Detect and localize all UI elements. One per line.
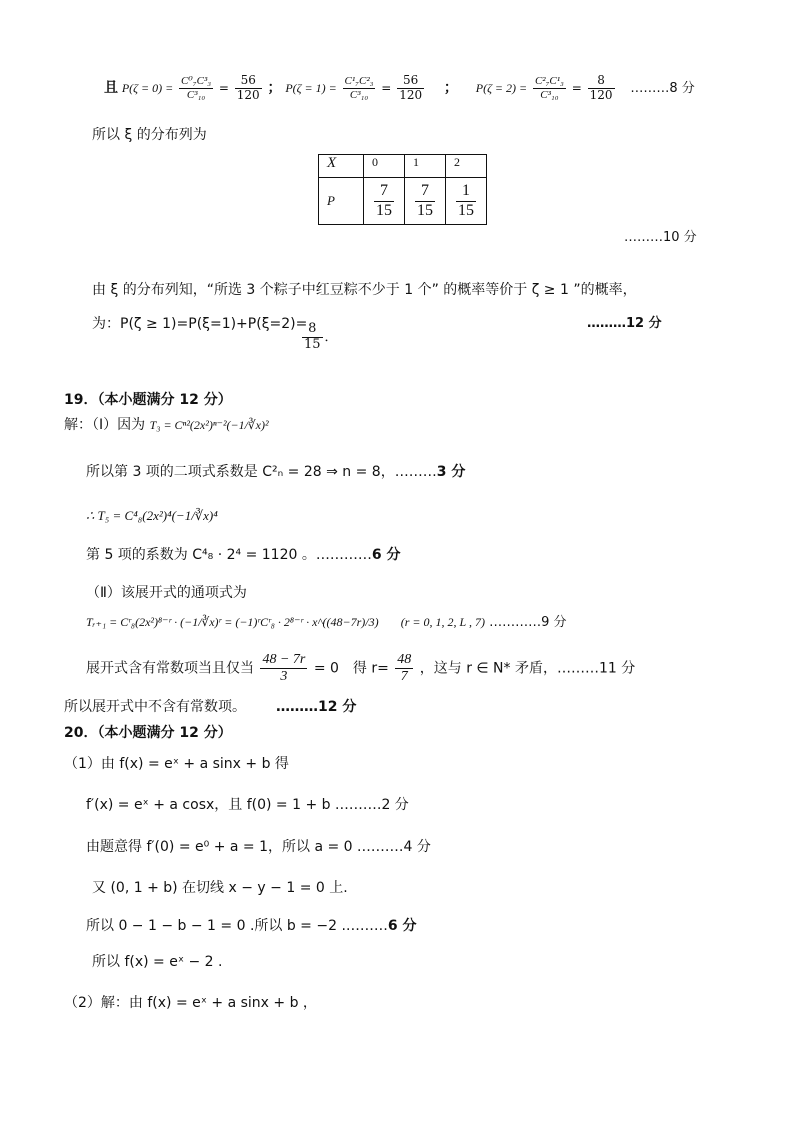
qie-label: 且 xyxy=(104,79,118,96)
q19-line1: 解：（Ⅰ）因为 T₃ = Cⁿ²(2x²)ⁿ⁻²(−1/∛x)² xyxy=(64,417,269,433)
result-fraction: $\frac{8}{15}$ ． xyxy=(304,321,338,352)
table-cell: $\frac{7}{15}$ xyxy=(364,178,405,225)
table-cell: 1 xyxy=(405,155,446,178)
q20-line7: （2）解：由 f(x) = eˣ + a sinx + b ， xyxy=(64,995,317,1011)
q19-line5: （Ⅱ）该展开式的通项式为 xyxy=(86,585,247,601)
p0-lhs: P(ζ = 0) = xyxy=(121,80,174,95)
table-cell: $\frac{1}{15}$ xyxy=(446,178,487,225)
q19-line4: 第 5 项的系数为 C⁴₈ · 2⁴ = 1120 。…………6 分 xyxy=(86,547,401,563)
q19-line3: ∴ T₅ = C⁴₈(2x²)⁴(−1/∛x)⁴ xyxy=(86,508,218,523)
q20-line1: （1）由 f(x) = eˣ + a sinx + b 得 xyxy=(64,756,289,772)
q20-line4: 又 (0, 1 + b) 在切线 x − y − 1 = 0 上. xyxy=(92,880,348,896)
p1-value: $\frac{56}{120}$ xyxy=(399,73,423,102)
table-row xyxy=(319,155,487,178)
p1-lhs: P(ζ = 1) = xyxy=(285,80,337,95)
p2-value: $\frac{8}{120}$ xyxy=(589,73,613,102)
score-10: ………10 分 xyxy=(624,230,697,245)
q20-line6: 所以 f(x) = eˣ − 2 . xyxy=(92,954,223,970)
distribution-table xyxy=(318,154,487,225)
p2-fraction: $\frac{\text{C²₇C¹₃}}{\text{C³₁₀}}$ xyxy=(534,75,564,101)
table-row xyxy=(319,178,487,225)
score-12a: ………12 分 xyxy=(587,316,662,331)
dist-intro: 所以 ξ 的分布列为 xyxy=(92,127,207,143)
xi-paragraph: 由 ξ 的分布列知，“所选 3 个粽子中红豆粽不少于 1 个” 的概率等价于 ζ ≥ 1 ”的概率， xyxy=(92,282,637,298)
q20-title: 20．（本小题满分 12 分） xyxy=(64,725,232,741)
p0-value: $\frac{56}{120}$ xyxy=(236,73,260,102)
prob-line: 且 P(ζ = 0) = $\frac{\text{C⁰₇C³₃}}{\text{C³₁₀}}$ = $\frac{56}{120}$ ； P(ζ = 1) = $\frac{\text{C¹₇C²₃}}{\text{C³₁₀}}$ = $\frac{56}{120}$ ； P(ζ = 2) = $\frac{\text{C²₇C¹₃}}{\text{C³₁₀}}$ = $\frac{8}{120}$ ………8 分 xyxy=(104,73,695,102)
q20-line2: f′(x) = eˣ + a cosx，且 f(0) = 1 + b .………2 分 xyxy=(86,797,409,813)
table-cell: 0 xyxy=(364,155,405,178)
table-header-p: P xyxy=(319,178,364,225)
q19-line2: 所以第 3 项的二项式系数是 C²ₙ = 28 ⇒ n = 8，………3 分 xyxy=(86,464,466,480)
q19-line6: Tᵣ₊₁ = Cʳ₈(2x²)⁸⁻ʳ · (−1/∛x)ʳ = (−1)ʳCʳ₈ · 2⁸⁻ʳ · x^((48−7r)/3) (r = 0, 1, 2, L , 7) …………9 分 xyxy=(86,615,567,630)
q19-line8: 所以展开式中不含有常数项。 ………12 分 xyxy=(64,699,357,715)
q20-line5: 所以 0 − 1 − b − 1 = 0 .所以 b = −2 .………6 分 xyxy=(86,918,417,934)
p0-fraction: $\frac{\text{C⁰₇C³₃}}{\text{C³₁₀}}$ xyxy=(181,75,212,101)
q19-line7: 展开式含有常数项当且仅当 $\frac{48 - 7r}{3}$ = 0 得 r= $\frac{48}{7}$ ，这与 r ∈ N* 矛盾，………11 分 xyxy=(86,652,636,685)
table-cell: 2 xyxy=(446,155,487,178)
p2-lhs: P(ζ = 2) = xyxy=(475,80,528,95)
score-8: ………8 分 xyxy=(630,80,695,96)
q19-title: 19．（本小题满分 12 分） xyxy=(64,392,232,408)
q20-line3: 由题意得 f′(0) = e⁰ + a = 1，所以 a = 0 .………4 分 xyxy=(86,839,431,855)
table-header-x: X xyxy=(319,155,364,178)
p1-fraction: $\frac{\text{C¹₇C²₃}}{\text{C³₁₀}}$ xyxy=(344,75,374,101)
result-line: 为：P(ζ ≥ 1)=P(ξ=1)+P(ξ=2)= xyxy=(92,316,308,332)
table-cell: $\frac{7}{15}$ xyxy=(405,178,446,225)
